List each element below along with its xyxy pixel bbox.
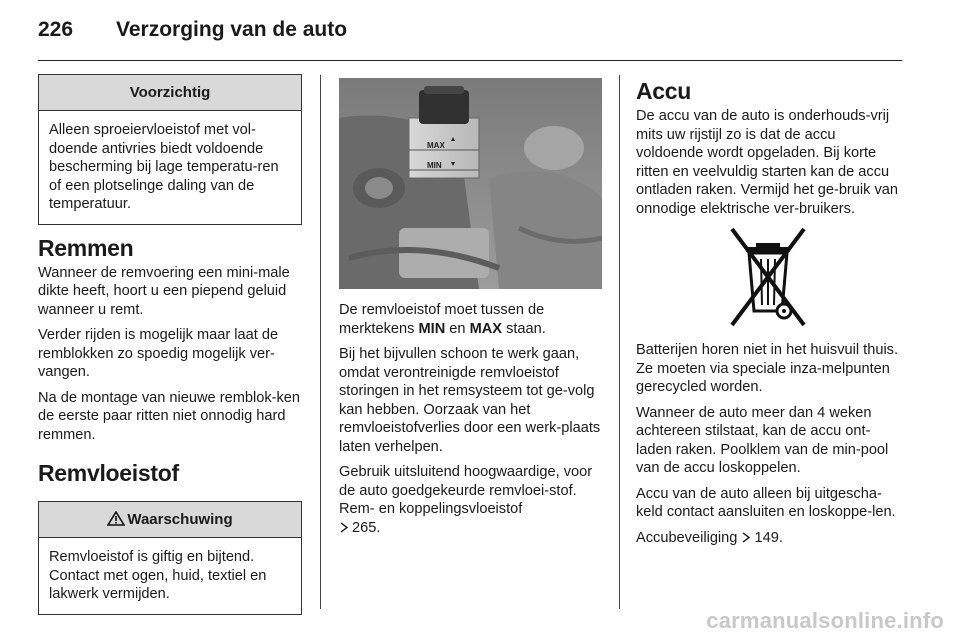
column-divider xyxy=(320,75,321,609)
caution-box-body: Alleen sproeiervloeistof met vol-doende antivries biedt voldoende bescherming bij lage temperatu-ren of een plotselinge daling van de temperatuur. xyxy=(49,122,279,212)
brake-fluid-reservoir-photo xyxy=(339,78,602,289)
section-heading-brakes: Remmen xyxy=(38,234,134,261)
column-right xyxy=(636,78,902,554)
page-header xyxy=(38,18,347,48)
column-divider xyxy=(619,75,620,609)
min-mark-label: MIN xyxy=(427,161,442,170)
min-term: MIN xyxy=(418,320,446,337)
section-heading-brake-fluid: Remvloeistof xyxy=(38,460,179,486)
caution-box-title: Voorzichtig xyxy=(39,75,301,111)
page-reference-arrow-icon xyxy=(339,522,349,533)
warning-triangle-icon xyxy=(107,511,125,526)
max-term: MAX xyxy=(469,320,503,337)
page-number: 226 xyxy=(38,18,74,41)
page-reference-link[interactable]: 265. xyxy=(352,519,381,536)
brakes-paragraph: Wanneer de remvoering een mini-male dikte heeft, hoort u een piepend geluid wanneer u remt. xyxy=(38,264,290,318)
crossed-out-wheelie-bin-icon xyxy=(716,225,820,329)
battery-paragraph: De accu van de auto is onderhouds-vrij mits uw rijstijl zo is dat de accu voldoende wordt opgeladen. Bij korte ritten en veelvuldig starten kan de accu ontladen raken. Vermijd het ge-bruik van onnodige elektrische ver-bruikers. xyxy=(636,108,899,217)
battery-paragraph: Wanneer de auto meer dan 4 weken achtereen stilstaat, kan de accu ont-laden raken. Poolklem van de min-pool van de accu loskoppelen. xyxy=(636,404,889,476)
battery-paragraph: Accu van de auto alleen bij uitgescha-keld contact aansluiten en loskoppe-len. xyxy=(636,485,896,520)
watermark: carmanualsonline.info xyxy=(706,608,944,633)
battery-fuse-reference: Accubeveiliging 149. xyxy=(636,529,783,546)
caution-box xyxy=(38,74,302,225)
warning-box-title-row xyxy=(39,502,301,538)
brakes-paragraph: Verder rijden is mogelijk maar laat de remblokken zo spoedig mogelijk ver-vangen. xyxy=(38,327,279,380)
header-rule xyxy=(38,60,902,61)
max-mark-label: MAX xyxy=(427,141,445,150)
page-reference-link[interactable]: 149. xyxy=(754,529,783,546)
fluid-type-paragraph: Gebruik uitsluitend hoogwaardige, voor de auto goedgekeurde remvloei-stof. Rem- en koppelingsvloeistof 265. xyxy=(339,464,593,536)
column-left xyxy=(38,74,302,625)
page-reference-arrow-icon xyxy=(741,532,751,543)
battery-paragraph: Batterijen horen niet in het huisvuil thuis. Ze moeten via speciale inza-melpunten gerecycled worden. xyxy=(636,342,899,395)
refill-paragraph: Bij het bijvullen schoon te werk gaan, omdat verontreinigde remvloeistof storingen in het remsysteem tot ge-volg kan hebben. Oorzaak van het remvloeistofverlies door een werk-plaats laten verhelpen. xyxy=(339,346,601,455)
brake-fluid-level-paragraph: De remvloeistof moet tussen de merktekens MIN en MAX staan. xyxy=(339,302,546,337)
page-title: Verzorging van de auto xyxy=(116,18,348,41)
warning-box-body: Remvloeistof is giftig en bijtend. Contact met ogen, huid, textiel en lakwerk vermijden. xyxy=(49,549,267,602)
warning-box-title: Waarschuwing xyxy=(127,511,233,528)
section-heading-battery: Accu xyxy=(636,78,692,104)
brakes-paragraph: Na de montage van nieuwe remblok-ken de eerste paar ritten niet onnodig hard remmen. xyxy=(38,389,301,443)
warning-box xyxy=(38,501,302,615)
column-middle xyxy=(339,78,602,544)
